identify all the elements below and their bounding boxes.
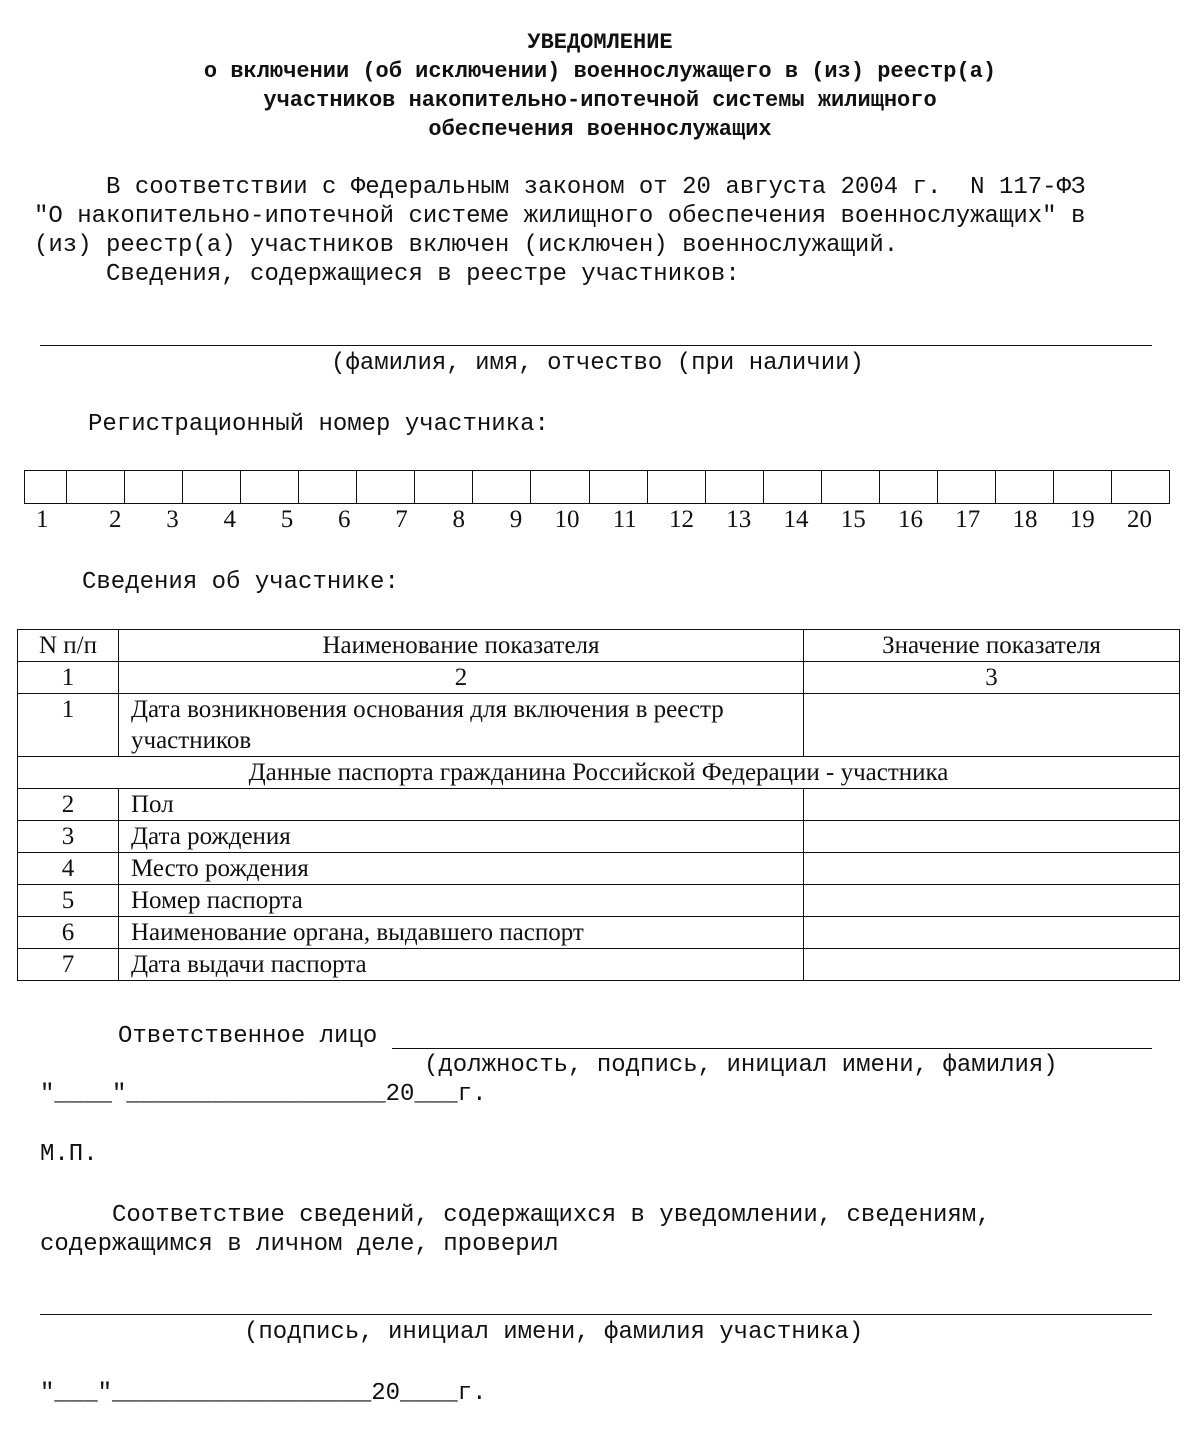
reg-index: 7: [395, 506, 408, 533]
row-name: Пол: [119, 789, 804, 821]
row-name: Место рождения: [119, 853, 804, 885]
reg-index: 5: [280, 506, 294, 533]
responsible-fill-line[interactable]: [392, 1048, 1152, 1049]
table-row: [18, 949, 1180, 981]
passport-section-heading: Данные паспорта гражданина Российской Федерации - участника: [18, 757, 1180, 789]
reg-cell[interactable]: [240, 471, 298, 503]
table-row: [18, 853, 1180, 885]
reg-index: 15: [840, 506, 866, 533]
table-row: [18, 917, 1180, 949]
title-line-2: о включении (об исключении) военнослужащего в (из) реестр(а): [203, 59, 997, 84]
row-num: 3: [18, 821, 119, 853]
reg-index: 9: [509, 506, 523, 533]
responsible-caption: (должность, подпись, инициал имени, фамилия): [424, 1052, 1058, 1079]
row-value[interactable]: [804, 917, 1180, 949]
row-num: 1: [18, 694, 119, 757]
colnum-2: 2: [119, 662, 804, 694]
row-num: 5: [18, 885, 119, 917]
reg-cell[interactable]: [530, 471, 588, 503]
reg-index: 2: [109, 506, 122, 533]
row-value[interactable]: [804, 789, 1180, 821]
reg-index: 10: [554, 506, 580, 533]
name-caption: (фамилия, имя, отчество (при наличии): [331, 350, 864, 377]
intro-line-3: (из) реестр(а) участников включен (исключен) военнослужащий.: [34, 232, 899, 259]
responsible-label: Ответственное лицо: [118, 1023, 378, 1050]
reg-index: 14: [783, 506, 809, 533]
reg-cell[interactable]: [705, 471, 763, 503]
reg-cell[interactable]: [995, 471, 1053, 503]
responsible-date[interactable]: "____"__________________20___г.: [40, 1081, 487, 1108]
table-header-row: [18, 630, 1180, 662]
verification-line-2: содержащимся в личном деле, проверил: [40, 1231, 559, 1258]
reg-cell[interactable]: [937, 471, 995, 503]
colnum-3: 3: [804, 662, 1180, 694]
reg-cell[interactable]: [1111, 471, 1169, 503]
signature-caption: (подпись, инициал имени, фамилия участника): [244, 1319, 864, 1346]
table-row: [18, 694, 1180, 757]
reg-cell[interactable]: [763, 471, 821, 503]
row-value[interactable]: [804, 821, 1180, 853]
reg-cell[interactable]: [472, 471, 530, 503]
name-fill-line[interactable]: [40, 345, 1152, 346]
reg-index: 18: [1012, 506, 1038, 533]
reg-cell[interactable]: [647, 471, 705, 503]
row-num: 4: [18, 853, 119, 885]
row-name: [119, 694, 804, 757]
reg-cell[interactable]: [879, 471, 937, 503]
reg-index: 1: [36, 506, 49, 533]
reg-index: 3: [166, 506, 179, 533]
row-num: 7: [18, 949, 119, 981]
header-num: N п/п: [18, 630, 119, 662]
row-name: Дата рождения: [119, 821, 804, 853]
reg-cell[interactable]: [182, 471, 240, 503]
reg-index: 19: [1069, 506, 1095, 533]
title-line-4: обеспечения военнослужащих: [428, 117, 772, 142]
reg-cell[interactable]: [821, 471, 879, 503]
table-row: [18, 789, 1180, 821]
row-value[interactable]: [804, 885, 1180, 917]
reg-cell[interactable]: [124, 471, 182, 503]
reg-cell[interactable]: [66, 471, 124, 503]
reg-index: 6: [338, 506, 351, 533]
reg-number-indices: [24, 506, 1170, 536]
reg-cell[interactable]: [589, 471, 647, 503]
row-value[interactable]: [804, 694, 1180, 757]
colnum-1: 1: [18, 662, 119, 694]
row-name: Дата выдачи паспорта: [119, 949, 804, 981]
row-num: 2: [18, 789, 119, 821]
reg-index: 4: [223, 506, 237, 533]
reg-index: 12: [669, 506, 695, 533]
row-value[interactable]: [804, 853, 1180, 885]
title-line-3: участников накопительно-ипотечной системы жилищного: [263, 88, 937, 113]
reg-index: 16: [898, 506, 924, 533]
row-name: Номер паспорта: [119, 885, 804, 917]
intro-line-2: "О накопительно-ипотечной системе жилищного обеспечения военнослужащих" в: [34, 203, 1086, 230]
row-num: 6: [18, 917, 119, 949]
stamp-mark: М.П.: [40, 1141, 98, 1168]
header-name: Наименование показателя: [119, 630, 804, 662]
reg-index: 20: [1127, 506, 1153, 533]
reg-index: 11: [612, 506, 637, 533]
reg-index: 8: [452, 506, 466, 533]
reg-cell[interactable]: [298, 471, 356, 503]
intro-line-1: В соответствии с Федеральным законом от 20 августа 2004 г. N 117-ФЗ: [34, 174, 1086, 201]
verification-date[interactable]: "___"__________________20____г.: [40, 1380, 487, 1407]
reg-cell[interactable]: [356, 471, 414, 503]
reg-index: 17: [955, 506, 981, 533]
header-value: Значение показателя: [804, 630, 1180, 662]
reg-number-grid[interactable]: [24, 470, 1170, 504]
info-label: Сведения об участнике:: [82, 569, 399, 596]
reg-cell[interactable]: [25, 471, 66, 503]
row-value[interactable]: [804, 949, 1180, 981]
reg-cell[interactable]: [414, 471, 472, 503]
table-row: [18, 885, 1180, 917]
verification-line-1: Соответствие сведений, содержащихся в уведомлении, сведениям,: [40, 1202, 991, 1229]
row-name-line-2: участников: [131, 727, 252, 754]
reg-index: 13: [726, 506, 752, 533]
document-title: УВЕДОМЛЕНИЕ: [527, 30, 673, 55]
row-name: Наименование органа, выдавшего паспорт: [119, 917, 804, 949]
intro-line-4: Сведения, содержащиеся в реестре участников:: [34, 261, 740, 288]
table-colnum-row: [18, 662, 1180, 694]
row-name-line-1: Дата возникновения основания для включения в реестр: [131, 696, 724, 723]
reg-number-label: Регистрационный номер участника:: [88, 411, 549, 438]
signature-fill-line[interactable]: [40, 1314, 1152, 1315]
table-row: [18, 821, 1180, 853]
participant-info-table: [17, 629, 1180, 981]
table-section-row: [18, 757, 1180, 789]
reg-cell[interactable]: [1053, 471, 1111, 503]
